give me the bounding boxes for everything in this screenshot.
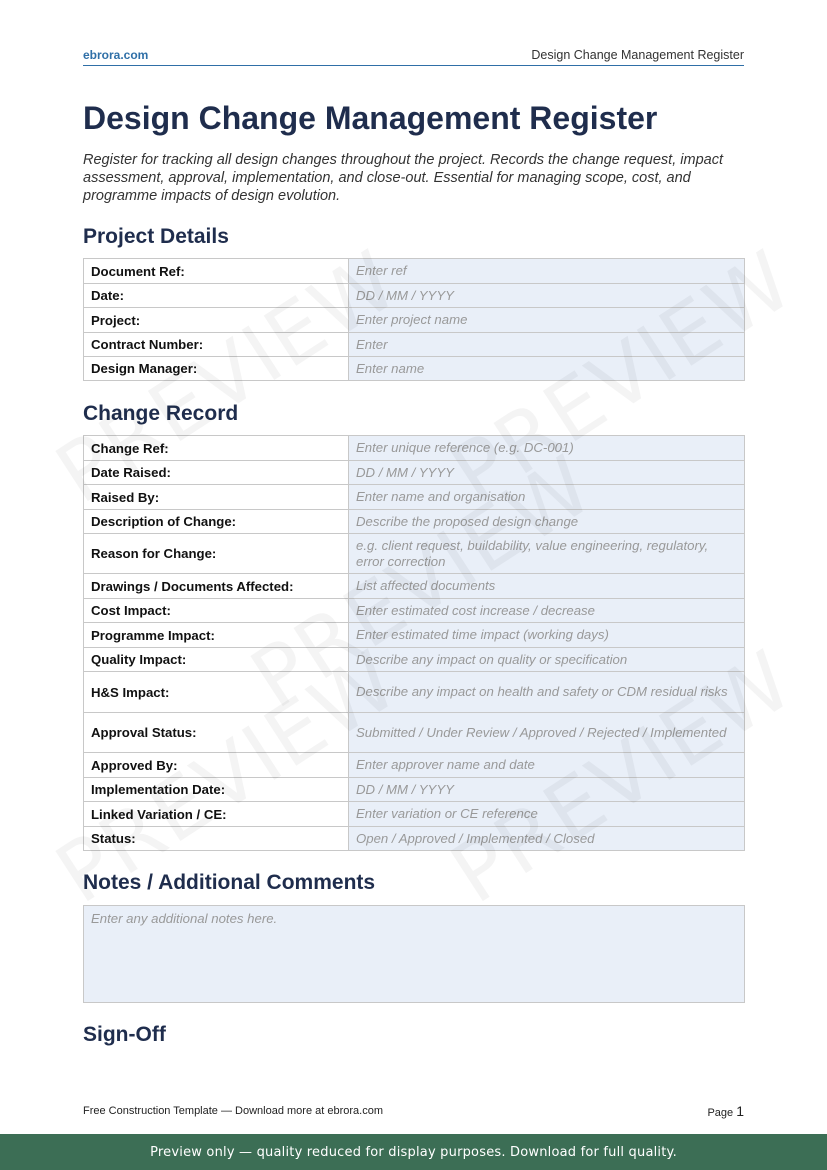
field-label: Document Ref:	[84, 259, 349, 284]
page-header	[83, 48, 744, 66]
table-row	[84, 333, 745, 357]
notes-textarea[interactable]: Enter any additional notes here.	[83, 905, 745, 1003]
table-row	[84, 510, 745, 534]
reason-input[interactable]: e.g. client request, buildability, value engineering, regulatory, error correction	[349, 534, 745, 574]
field-label: H&S Impact:	[84, 672, 349, 713]
field-label: Approval Status:	[84, 713, 349, 753]
table-row	[84, 259, 745, 284]
field-label: Date:	[84, 284, 349, 308]
implementation-date-input[interactable]: DD / MM / YYYY	[349, 778, 745, 802]
table-row	[84, 461, 745, 485]
hs-impact-input[interactable]: Describe any impact on health and safety or CDM residual risks	[349, 672, 745, 713]
table-row	[84, 485, 745, 510]
project-input[interactable]: Enter project name	[349, 308, 745, 333]
field-label: Design Manager:	[84, 357, 349, 381]
table-row	[84, 284, 745, 308]
table-row	[84, 753, 745, 778]
field-label: Drawings / Documents Affected:	[84, 574, 349, 599]
table-row	[84, 802, 745, 827]
table-row	[84, 778, 745, 802]
date-raised-input[interactable]: DD / MM / YYYY	[349, 461, 745, 485]
field-label: Approved By:	[84, 753, 349, 778]
field-label: Linked Variation / CE:	[84, 802, 349, 827]
change-ref-input[interactable]: Enter unique reference (e.g. DC-001)	[349, 436, 745, 461]
programme-impact-input[interactable]: Enter estimated time impact (working days)	[349, 623, 745, 648]
intro-paragraph: Register for tracking all design changes throughout the project. Records the change request, impact assessment, approval, implementation, and close-out. Essential for managing scope, cost, and programme impacts of design evolution.	[83, 152, 723, 204]
table-row	[84, 534, 745, 574]
field-label: Reason for Change:	[84, 534, 349, 574]
notes-heading: Notes / Additional Comments	[83, 871, 376, 894]
project-details-table	[83, 258, 745, 381]
page-number	[707, 1103, 744, 1119]
table-row	[84, 713, 745, 753]
header-site-link[interactable]: ebrora.com	[83, 48, 149, 62]
field-label: Date Raised:	[84, 461, 349, 485]
change-record-heading: Change Record	[83, 402, 239, 425]
cost-impact-input[interactable]: Enter estimated cost increase / decrease	[349, 599, 745, 623]
field-label: Implementation Date:	[84, 778, 349, 802]
field-label: Contract Number:	[84, 333, 349, 357]
field-label: Project:	[84, 308, 349, 333]
table-row	[84, 436, 745, 461]
quality-impact-input[interactable]: Describe any impact on quality or specification	[349, 648, 745, 672]
raised-by-input[interactable]: Enter name and organisation	[349, 485, 745, 510]
project-details-heading: Project Details	[83, 225, 229, 248]
change-record-table	[83, 435, 745, 851]
design-manager-input[interactable]: Enter name	[349, 357, 745, 381]
field-label: Cost Impact:	[84, 599, 349, 623]
table-row	[84, 574, 745, 599]
status-input[interactable]: Open / Approved / Implemented / Closed	[349, 827, 745, 851]
preview-banner: Preview only — quality reduced for display purposes. Download for full quality.	[0, 1134, 827, 1170]
linked-variation-input[interactable]: Enter variation or CE reference	[349, 802, 745, 827]
field-label: Description of Change:	[84, 510, 349, 534]
approved-by-input[interactable]: Enter approver name and date	[349, 753, 745, 778]
field-label: Raised By:	[84, 485, 349, 510]
date-input[interactable]: DD / MM / YYYY	[349, 284, 745, 308]
table-row	[84, 623, 745, 648]
documents-affected-input[interactable]: List affected documents	[349, 574, 745, 599]
contract-number-input[interactable]: Enter	[349, 333, 745, 357]
field-label: Status:	[84, 827, 349, 851]
description-input[interactable]: Describe the proposed design change	[349, 510, 745, 534]
table-row	[84, 648, 745, 672]
table-row	[84, 308, 745, 333]
footer-text: Free Construction Template — Download more at ebrora.com	[83, 1105, 383, 1117]
field-label: Programme Impact:	[84, 623, 349, 648]
table-row	[84, 599, 745, 623]
page-number-value: 1	[736, 1103, 744, 1119]
header-document-title: Design Change Management Register	[531, 48, 744, 62]
field-label: Change Ref:	[84, 436, 349, 461]
table-row	[84, 672, 745, 713]
page-label: Page	[707, 1107, 734, 1119]
field-label: Quality Impact:	[84, 648, 349, 672]
approval-status-input[interactable]: Submitted / Under Review / Approved / Rejected / Implemented	[349, 713, 745, 753]
table-row	[84, 357, 745, 381]
document-ref-input[interactable]: Enter ref	[349, 259, 745, 284]
page-title: Design Change Management Register	[83, 100, 658, 136]
table-row	[84, 827, 745, 851]
signoff-heading: Sign-Off	[83, 1023, 166, 1046]
